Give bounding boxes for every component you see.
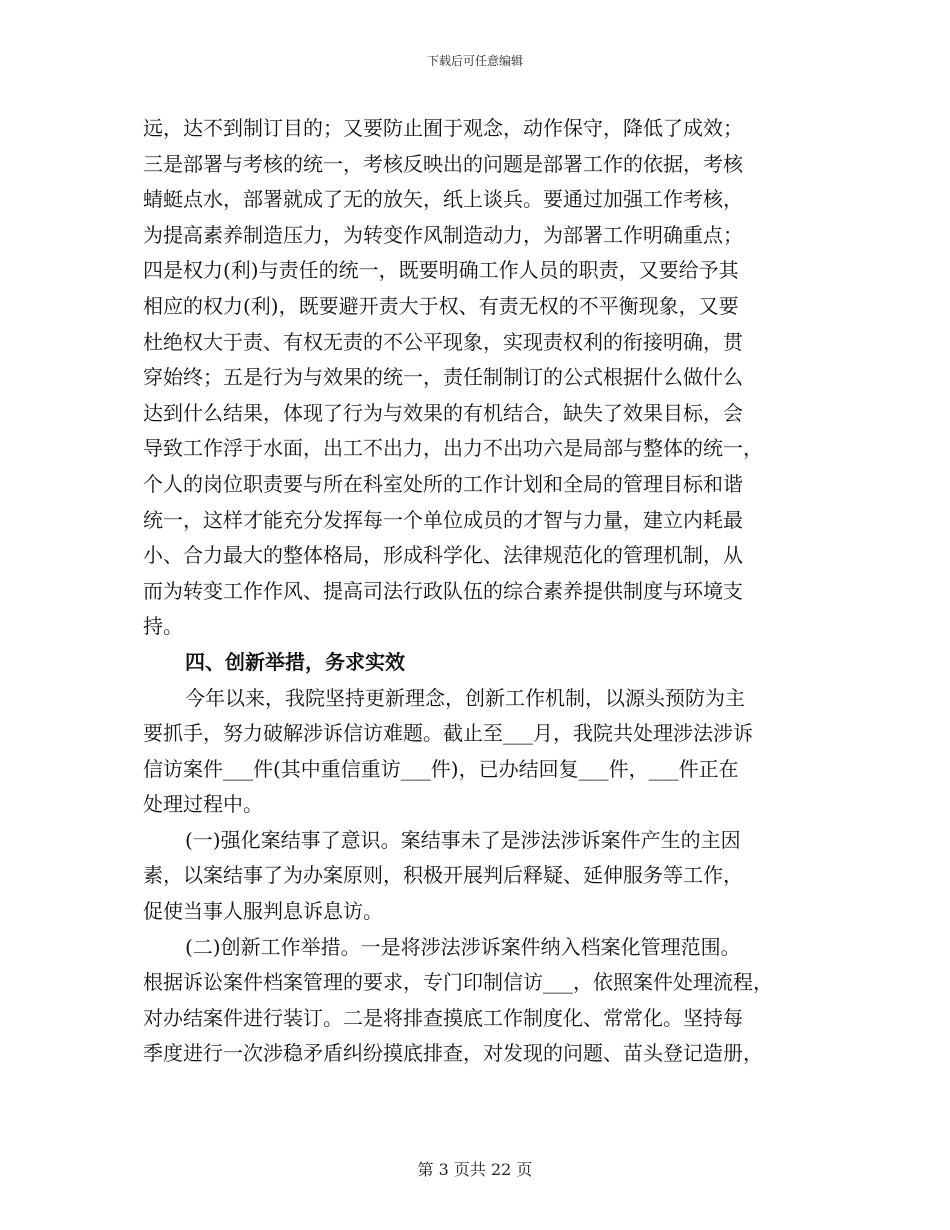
page-header: 下载后可任意编辑 (426, 54, 523, 68)
text-line: 对办结案件进行装订。二是将排查摸底工作制度化、常常化。坚持每 (143, 1005, 743, 1030)
text-line: 个人的岗位职责要与所在科室处所的工作计划和全局的管理目标和谐 (143, 471, 743, 496)
paragraph-first-line: 今年以来，我院坚持更新理念，创新工作机制，以源头预防为主 (185, 685, 745, 710)
text-line: 促使当事人服判息诉息访。 (143, 899, 383, 924)
text-line: 小、合力最大的整体格局，形成科学化、法律规范化的管理机制，从 (143, 543, 743, 568)
text-line: 处理过程中。 (143, 792, 263, 817)
page-number: 第 3 页共 22 页 (417, 1160, 533, 1179)
section-heading: 四、创新举措，务求实效 (185, 649, 405, 674)
document-body (143, 111, 815, 1072)
text-line: 统一，这样才能充分发挥每一个单位成员的才智与力量，建立内耗最 (143, 507, 743, 532)
text-line: 蜻蜓点水，部署就成了无的放矢，纸上谈兵。要通过加强工作考核， (143, 187, 743, 212)
paragraph-first-line: (一)强化案结事了意识。案结事未了是涉法涉诉案件产生的主因 (185, 827, 741, 852)
text-line: 四是权力(利)与责任的统一，既要明确工作人员的职责，又要给予其 (143, 258, 739, 283)
text-line: 相应的权力(利)，既要避开责大于权、有责无权的不平衡现象，又要 (143, 293, 739, 318)
text-line: 三是部署与考核的统一，考核反映出的问题是部署工作的依据，考核 (143, 151, 743, 176)
text-line: 要抓手，努力破解涉诉信访难题。截止至___月，我院共处理涉法涉诉 (143, 721, 753, 746)
text-line: 远，达不到制订目的；又要防止囿于观念，动作保守，降低了成效； (143, 116, 743, 140)
text-line: 根据诉讼案件档案管理的要求，专门印制信访___，依照案件处理流程， (143, 970, 773, 995)
text-line: 为提高素养制造压力，为转变作风制造动力，为部署工作明确重点； (143, 222, 743, 247)
text-line: 穿始终；五是行为与效果的统一，责任制制订的公式根据什么做什么 (143, 365, 743, 390)
text-line: 信访案件___件(其中重信重访___件)，已办结回复___件，___件正在 (143, 756, 739, 781)
text-line: 持。 (143, 614, 183, 639)
text-line: 导致工作浮于水面，出工不出力，出力不出功六是局部与整体的统一， (143, 436, 763, 461)
text-line: 素，以案结事了为办案原则，积极开展判后释疑、延伸服务等工作， (143, 863, 743, 888)
text-line: 杜绝权大于责、有权无责的不公平现象，实现责权利的衔接明确，贯 (143, 329, 743, 354)
paragraph-first-line: (二)创新工作举措。一是将涉法涉诉案件纳入档案化管理范围。 (185, 934, 741, 959)
text-line: 季度进行一次涉稳矛盾纠纷摸底排查，对发现的问题、苗头登记造册， (143, 1041, 763, 1066)
text-line: 达到什么结果，体现了行为与效果的有机结合，缺失了效果目标，会 (143, 400, 743, 425)
text-line: 而为转变工作作风、提高司法行政队伍的综合素养提供制度与环境支 (143, 578, 743, 603)
